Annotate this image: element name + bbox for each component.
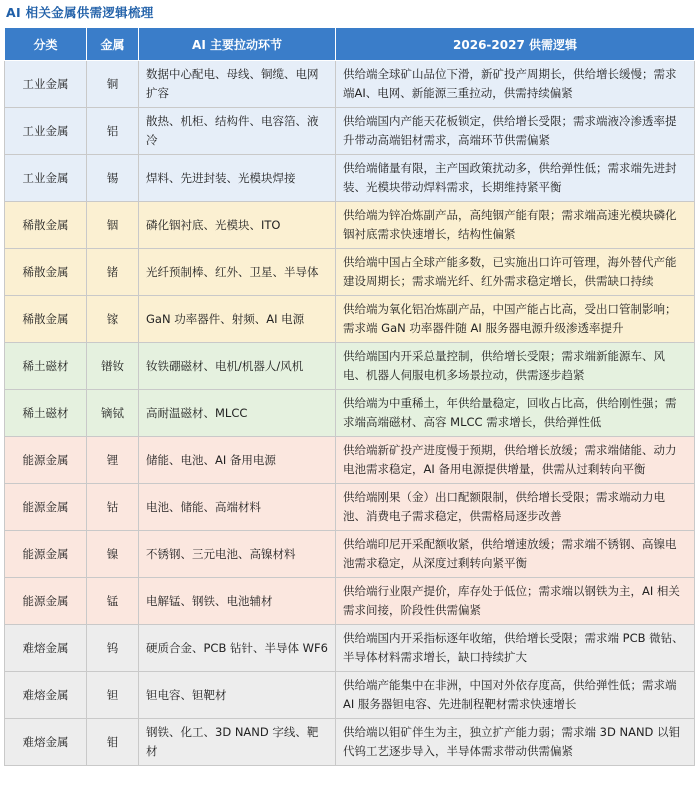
metal-cell: 钴 [87, 484, 139, 531]
metal-cell: 镓 [87, 296, 139, 343]
table-row [5, 719, 695, 766]
category-cell: 工业金属 [5, 155, 87, 202]
ai-link-cell: 散热、机柜、结构件、电容箔、液冷 [139, 108, 336, 155]
table-row [5, 61, 695, 108]
table-row [5, 390, 695, 437]
table-row [5, 437, 695, 484]
metal-cell: 铟 [87, 202, 139, 249]
logic-cell: 供给端国内开采指标逐年收缩，供给增长受限；需求端 PCB 微钻、半导体材料需求增长，缺口持续扩大 [336, 625, 695, 672]
ai-link-cell: 钕铁硼磁材、电机/机器人/风机 [139, 343, 336, 390]
metal-cell: 锰 [87, 578, 139, 625]
logic-cell: 供给端产能集中在非洲，中国对外依存度高，供给弹性低；需求端AI 服务器钽电容、先进制程靶材需求快速增长 [336, 672, 695, 719]
metal-cell: 锡 [87, 155, 139, 202]
category-cell: 能源金属 [5, 437, 87, 484]
metals-table [4, 27, 695, 766]
logic-cell: 供给端印尼开采配额收紧，供给增速放缓；需求端不锈钢、高镍电池需求稳定，从深度过剩转向紧平衡 [336, 531, 695, 578]
ai-link-cell: GaN 功率器件、射频、AI 电源 [139, 296, 336, 343]
ai-link-cell: 电池、储能、高端材料 [139, 484, 336, 531]
category-cell: 能源金属 [5, 531, 87, 578]
logic-cell: 供给端国内产能天花板锁定，供给增长受限；需求端液冷渗透率提升带动高端铝材需求，高端环节供需偏紧 [336, 108, 695, 155]
category-cell: 能源金属 [5, 484, 87, 531]
table-row [5, 672, 695, 719]
logic-cell: 供给端为中重稀土，年供给量稳定，回收占比高，供给刚性强；需求端高端磁材、高容 MLCC 需求增长，供给弹性低 [336, 390, 695, 437]
ai-link-cell: 钽电容、钽靶材 [139, 672, 336, 719]
logic-cell: 供给端行业限产提价，库存处于低位；需求端以钢铁为主，AI 相关需求间接，阶段性供需偏紧 [336, 578, 695, 625]
logic-cell: 供给端储量有限，主产国政策扰动多，供给弹性低；需求端先进封装、光模块带动焊料需求，长期维持紧平衡 [336, 155, 695, 202]
header-logic: 2026-2027 供需逻辑 [336, 28, 695, 61]
metal-cell: 钼 [87, 719, 139, 766]
metal-cell: 镍 [87, 531, 139, 578]
table-row [5, 578, 695, 625]
metal-cell: 铝 [87, 108, 139, 155]
category-cell: 工业金属 [5, 61, 87, 108]
ai-link-cell: 焊料、先进封装、光模块焊接 [139, 155, 336, 202]
metal-cell: 锗 [87, 249, 139, 296]
ai-link-cell: 电解锰、钢铁、电池辅材 [139, 578, 336, 625]
table-row [5, 155, 695, 202]
ai-link-cell: 不锈钢、三元电池、高镍材料 [139, 531, 336, 578]
metal-cell: 镝铽 [87, 390, 139, 437]
metal-cell: 铜 [87, 61, 139, 108]
ai-link-cell: 钢铁、化工、3D NAND 字线、靶材 [139, 719, 336, 766]
header-ai-link: AI 主要拉动环节 [139, 28, 336, 61]
ai-link-cell: 高耐温磁材、MLCC [139, 390, 336, 437]
logic-cell: 供给端国内开采总量控制，供给增长受限；需求端新能源车、风电、机器人伺服电机多场景拉动，供需逐步趋紧 [336, 343, 695, 390]
logic-cell: 供给端全球矿山品位下滑，新矿投产周期长，供给增长缓慢；需求端AI、电网、新能源三重拉动，供需持续偏紧 [336, 61, 695, 108]
category-cell: 稀散金属 [5, 296, 87, 343]
logic-cell: 供给端新矿投产进度慢于预期，供给增长放缓；需求端储能、动力电池需求稳定，AI 备用电源提供增量，供需从过剩转向平衡 [336, 437, 695, 484]
category-cell: 稀散金属 [5, 249, 87, 296]
logic-cell: 供给端为锌冶炼副产品，高纯铟产能有限；需求端高速光模块磷化铟衬底需求快速增长，结构性偏紧 [336, 202, 695, 249]
category-cell: 难熔金属 [5, 625, 87, 672]
category-cell: 能源金属 [5, 578, 87, 625]
metal-cell: 钽 [87, 672, 139, 719]
category-cell: 工业金属 [5, 108, 87, 155]
metal-cell: 钨 [87, 625, 139, 672]
page-title: AI 相关金属供需逻辑梳理 [6, 5, 154, 20]
table-header-row [5, 28, 695, 61]
category-cell: 难熔金属 [5, 719, 87, 766]
category-cell: 稀散金属 [5, 202, 87, 249]
ai-link-cell: 光纤预制棒、红外、卫星、半导体 [139, 249, 336, 296]
logic-cell: 供给端为氧化铝冶炼副产品，中国产能占比高，受出口管制影响；需求端 GaN 功率器件随 AI 服务器电源升级渗透率提升 [336, 296, 695, 343]
category-cell: 稀土磁材 [5, 390, 87, 437]
table-row [5, 531, 695, 578]
category-cell: 难熔金属 [5, 672, 87, 719]
table-body [5, 61, 695, 766]
metal-cell: 锂 [87, 437, 139, 484]
table-row [5, 625, 695, 672]
table-row [5, 202, 695, 249]
category-cell: 稀土磁材 [5, 343, 87, 390]
ai-link-cell: 磷化铟衬底、光模块、ITO [139, 202, 336, 249]
header-category: 分类 [5, 28, 87, 61]
logic-cell: 供给端中国占全球产能多数，已实施出口许可管理，海外替代产能建设周期长；需求端光纤、红外需求稳定增长，供需缺口持续 [336, 249, 695, 296]
table-row [5, 108, 695, 155]
table-row [5, 343, 695, 390]
ai-link-cell: 硬质合金、PCB 钻针、半导体 WF6 [139, 625, 336, 672]
table-row [5, 484, 695, 531]
logic-cell: 供给端刚果（金）出口配额限制，供给增长受限；需求端动力电池、消费电子需求稳定，供需格局逐步改善 [336, 484, 695, 531]
metal-cell: 镨钕 [87, 343, 139, 390]
header-metal: 金属 [87, 28, 139, 61]
ai-link-cell: 数据中心配电、母线、铜缆、电网扩容 [139, 61, 336, 108]
table-row [5, 249, 695, 296]
ai-link-cell: 储能、电池、AI 备用电源 [139, 437, 336, 484]
table-row [5, 296, 695, 343]
logic-cell: 供给端以钼矿伴生为主，独立扩产能力弱；需求端 3D NAND 以钼代钨工艺逐步导入，半导体需求带动供需偏紧 [336, 719, 695, 766]
